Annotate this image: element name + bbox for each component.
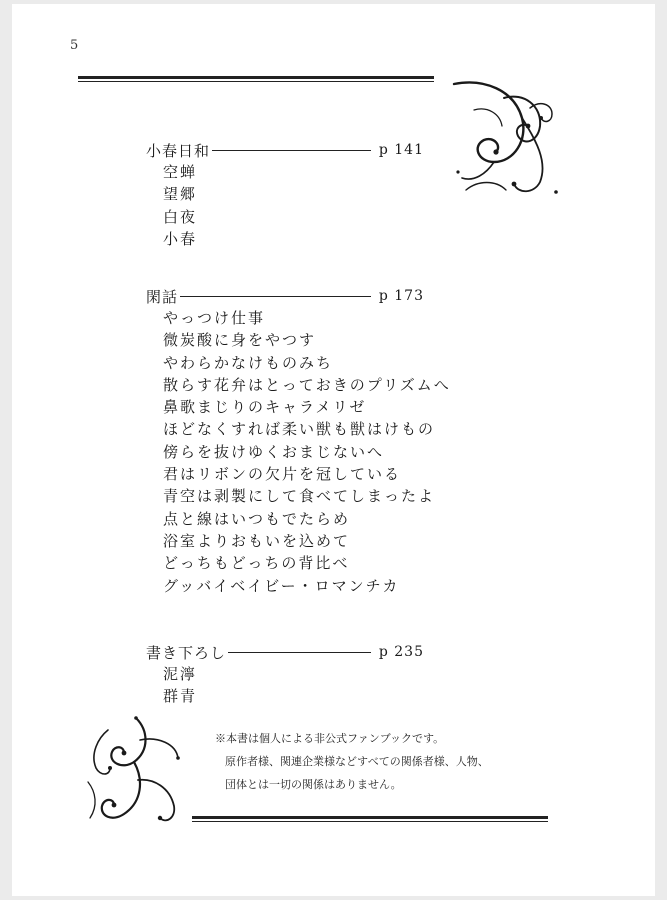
disclaimer-note	[215, 727, 489, 796]
disclaimer-line: 団体とは一切の関係はありません。	[225, 778, 402, 791]
disclaimer-line: 原作者様、関連企業様などすべての関係者様、人物、	[225, 755, 489, 768]
section-page-ref: p 141	[378, 142, 424, 158]
toc-entry: ほどなくすれば柔い獣も獣はけもの	[163, 420, 436, 439]
section-title: 小春日和	[146, 141, 211, 160]
toc-entry: やっつけ仕事	[163, 309, 266, 327]
leader-line	[228, 652, 371, 653]
toc-section	[146, 285, 451, 597]
entry-list	[146, 161, 424, 250]
page-number: 5	[70, 38, 79, 53]
entry-list	[146, 307, 451, 597]
section-page-ref: p 235	[378, 644, 424, 660]
section-title: 閑話	[146, 287, 179, 306]
toc-entry: 群青	[163, 687, 198, 706]
entry-list	[146, 663, 424, 708]
toc-entry: 君はリボンの欠片を冠している	[163, 465, 402, 484]
toc-entry: グッバイベイビー・ロマンチカ	[163, 576, 400, 595]
toc-entry: 微炭酸に身をやつす	[163, 331, 317, 350]
section-page-ref: p 173	[378, 288, 424, 304]
section-title: 書き下ろし	[146, 643, 227, 662]
toc-section	[146, 641, 424, 708]
toc-entry: 小春	[163, 229, 198, 248]
toc-entry: 浴室よりおもいを込めて	[163, 531, 351, 550]
book-page	[12, 4, 655, 896]
toc-entry: 青空は剥製にして食べてしまったよ	[163, 487, 436, 506]
toc-entry: 鼻歌まじりのキャラメリゼ	[163, 398, 367, 417]
bottom-double-rule	[192, 816, 548, 822]
disclaimer-line: ※本書は個人による非公式ファンブックです。	[215, 732, 445, 745]
toc-entry: 散らす花弁はとっておきのプリズムへ	[163, 375, 451, 394]
flourish-ornament-bottom-icon	[78, 710, 186, 828]
toc-section	[146, 139, 424, 250]
section-heading	[146, 139, 424, 161]
toc-entry: 白夜	[163, 207, 198, 226]
toc-entry: 泥濘	[163, 665, 198, 683]
section-heading	[146, 641, 424, 663]
toc-entry: 空蝉	[163, 163, 198, 181]
leader-line	[180, 296, 371, 297]
toc-entry: やわらかなけものみち	[163, 353, 334, 372]
top-double-rule	[78, 76, 434, 82]
toc-entry: どっちもどっちの背比べ	[163, 554, 350, 573]
flourish-ornament-top-icon	[444, 70, 562, 200]
leader-line	[212, 150, 371, 151]
section-heading	[146, 285, 424, 307]
toc-entry: 望郷	[163, 185, 198, 204]
toc-entry: 点と線はいつもでたらめ	[163, 509, 351, 528]
toc-entry: 傍らを抜けゆくおまじないへ	[163, 442, 385, 461]
